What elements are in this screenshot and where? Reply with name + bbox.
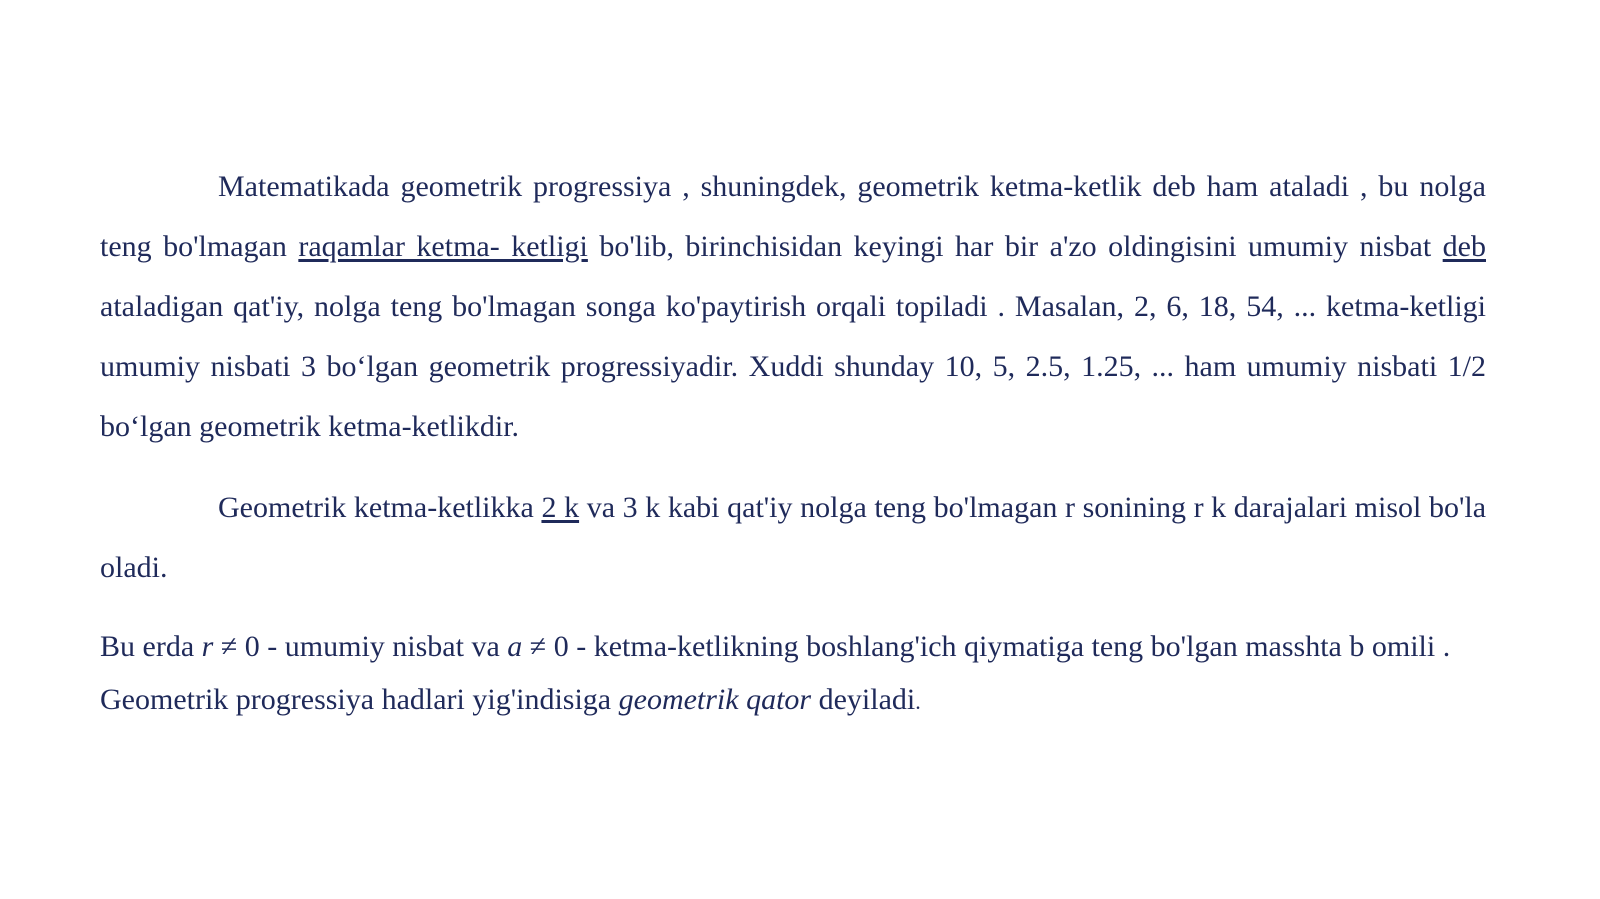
para1-text-end: ataladigan qat'iy, nolga teng bo'lmagan songa ko'paytirish orqali topiladi . Masalan, 2, 6, 18, 54, ... ketma-ketligi umumiy nisbati 3 bo‘lgan geometrik progressiyadir. Xuddi shunday 10, 5, 2.5, 1.25, ... ham umumiy nisbati 1/2 bo‘lgan geometrik ketma-ketlikdir. xyxy=(100,290,1486,443)
para1-text-start: Matematikada geometrik progressiya , shuningdek, geometrik ketma-ketlik deb ham ataladi , bu nolga teng bo'lmagan xyxy=(100,170,1486,263)
para3-text-start: Bu erda xyxy=(100,630,202,663)
paragraph-notation xyxy=(100,620,1486,728)
para2-text-end: va 3 k kabi qat'iy nolga teng bo'lmagan r sonining r k darajalari misol bo'la oladi. xyxy=(100,491,1487,584)
paragraph-example xyxy=(100,478,1486,598)
para3-text-middle: ≠ 0 - ketma-ketlikning boshlang'ich qiymatiga teng bo'lgan masshta b omili . Geometrik progressiya hadlari yig'indisiga xyxy=(100,630,1451,716)
para3-text-ratio: ≠ 0 - umumiy nisbat va xyxy=(213,630,508,663)
para3-text-end: deyiladi xyxy=(811,683,916,716)
para1-text-middle: bo'lib, birinchisidan keyingi har bir a'zo oldingisini umumiy nisbat xyxy=(587,230,1443,263)
link-deb[interactable]: deb xyxy=(1442,230,1486,263)
para2-text-start: Geometrik ketma-ketlikka xyxy=(218,491,542,524)
variable-r: r xyxy=(201,630,214,663)
variable-a: a xyxy=(507,630,523,663)
para3-period: . xyxy=(915,689,921,714)
link-raqamlar-ketma-ketligi[interactable]: raqamlar ketma- ketligi xyxy=(298,230,588,263)
term-geometrik-qator: geometrik qator xyxy=(618,683,812,716)
paragraph-definition xyxy=(100,157,1486,457)
link-2k[interactable]: 2 k xyxy=(541,491,580,524)
